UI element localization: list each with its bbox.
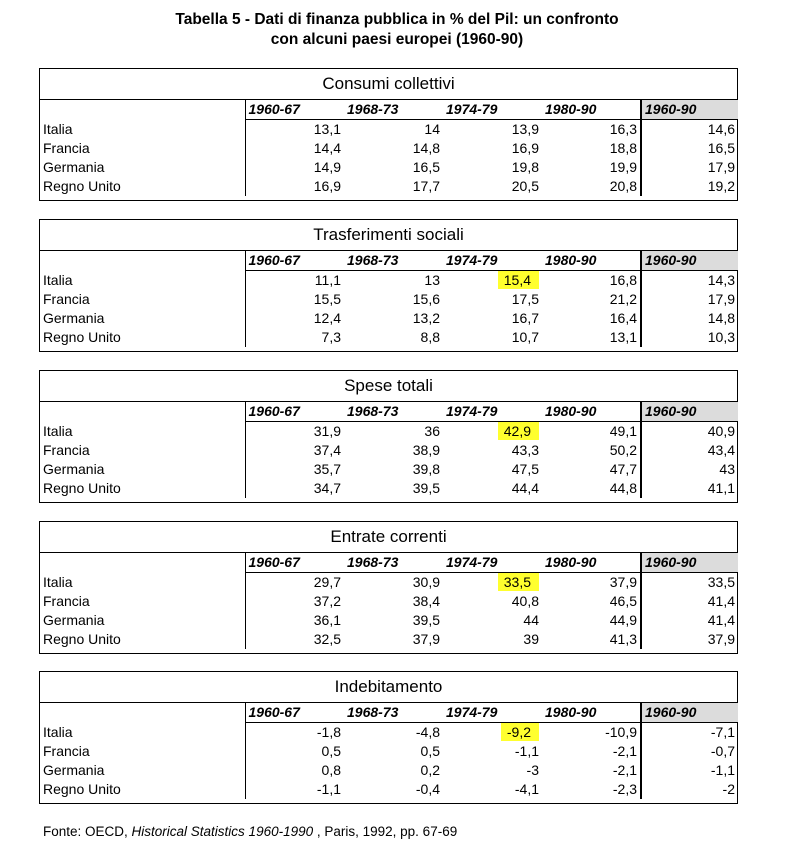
period-header: 1974-79 — [443, 100, 542, 120]
country-label: Germania — [43, 310, 105, 326]
period-header: 1968-73 — [344, 553, 443, 573]
header-row — [40, 402, 738, 422]
period-header: 1968-73 — [344, 703, 443, 723]
section-table — [40, 100, 738, 196]
value-cell: -2,3 — [542, 780, 641, 799]
table-row — [40, 309, 738, 328]
header-row — [40, 100, 738, 120]
value-cell: 0,8 — [245, 761, 344, 780]
value-cell: -2,1 — [542, 742, 641, 761]
section-2 — [39, 219, 738, 352]
period-header: 1960-90 — [641, 553, 738, 573]
value-cell: 41,3 — [542, 630, 641, 649]
country-label: Germania — [43, 159, 105, 175]
value-cell: 10,7 — [511, 329, 539, 345]
value-cell: 46,5 — [542, 592, 641, 611]
value-cell: -0,7 — [641, 742, 738, 761]
value-cell: -1,1 — [514, 743, 539, 759]
value-cell: 37,2 — [245, 592, 344, 611]
value-cell: 35,7 — [245, 460, 344, 479]
value-cell: 41,4 — [641, 592, 738, 611]
value-cell: 36 — [424, 423, 440, 439]
value-cell: 10,3 — [641, 328, 738, 347]
header-row — [40, 251, 738, 271]
value-cell: 43 — [641, 460, 738, 479]
country-label: Germania — [43, 461, 105, 477]
value-cell: 17,7 — [412, 178, 440, 194]
source-prefix: Fonte: OECD, — [43, 824, 132, 839]
header-blank — [40, 553, 245, 573]
country-label: Italia — [43, 422, 73, 439]
value-cell: 13,9 — [511, 121, 539, 137]
country-label: Italia — [43, 573, 73, 590]
table-row — [40, 177, 738, 196]
value-cell: 16,8 — [542, 271, 641, 291]
value-cell: 31,9 — [245, 422, 344, 442]
source-suffix: , Paris, 1992, pp. 67-69 — [313, 824, 458, 839]
value-cell: 33,5 — [641, 573, 738, 593]
value-cell: 30,9 — [412, 574, 440, 590]
value-cell: -1,1 — [641, 761, 738, 780]
table-row — [40, 611, 738, 630]
value-cell: 40,8 — [511, 593, 539, 609]
value-cell — [443, 573, 542, 593]
value-cell: 7,3 — [245, 328, 344, 347]
country-label: Regno Unito — [43, 329, 121, 345]
country-label: Francia — [43, 593, 90, 609]
value-cell: 13,2 — [412, 310, 440, 326]
value-cell: 39,8 — [412, 461, 440, 477]
period-header: 1974-79 — [443, 251, 542, 271]
value-cell: 32,5 — [245, 630, 344, 649]
value-cell: 47,7 — [542, 460, 641, 479]
value-cell: 39 — [523, 631, 539, 647]
value-cell: 13,1 — [245, 120, 344, 140]
value-cell: 14,3 — [641, 271, 738, 291]
table-row — [40, 723, 738, 743]
value-cell: 19,2 — [641, 177, 738, 196]
table-row — [40, 460, 738, 479]
table-row — [40, 328, 738, 347]
value-cell: 37,9 — [641, 630, 738, 649]
period-header: 1960-90 — [641, 251, 738, 271]
country-label: Francia — [43, 140, 90, 156]
value-cell: 37,9 — [412, 631, 440, 647]
section-5 — [39, 671, 738, 804]
value-cell: 8,8 — [420, 329, 440, 345]
country-label: Regno Unito — [43, 178, 121, 194]
value-cell: 38,4 — [412, 593, 440, 609]
value-cell: 36,1 — [245, 611, 344, 630]
country-label: Germania — [43, 762, 105, 778]
value-cell — [443, 422, 542, 442]
country-label: Francia — [43, 291, 90, 307]
value-cell: -7,1 — [641, 723, 738, 743]
table-row — [40, 290, 738, 309]
value-cell: -4,8 — [415, 724, 440, 740]
country-label: Regno Unito — [43, 480, 121, 496]
value-cell: 20,8 — [542, 177, 641, 196]
table-row — [40, 441, 738, 460]
value-cell: 20,5 — [511, 178, 539, 194]
value-cell: 15,6 — [412, 291, 440, 307]
value-cell: 0,5 — [420, 743, 440, 759]
value-cell: 43,3 — [511, 442, 539, 458]
value-cell: 16,5 — [412, 159, 440, 175]
section-title: Spese totali — [344, 376, 433, 395]
value-cell: -4,1 — [514, 781, 539, 797]
period-header: 1960-67 — [245, 100, 344, 120]
period-header: 1960-90 — [641, 100, 738, 120]
value-cell: 18,8 — [542, 139, 641, 158]
table-row — [40, 742, 738, 761]
table-row — [40, 630, 738, 649]
period-header: 1980-90 — [542, 100, 641, 120]
value-cell: 14,8 — [412, 140, 440, 156]
value-cell: -3 — [526, 762, 539, 778]
value-cell: 29,7 — [245, 573, 344, 593]
value-cell: 14,4 — [245, 139, 344, 158]
section-table — [40, 251, 738, 347]
period-header: 1960-67 — [245, 553, 344, 573]
period-header: 1968-73 — [344, 402, 443, 422]
country-label: Germania — [43, 612, 105, 628]
table-title-line-1: Tabella 5 - Dati di finanza pubblica in % del Pil: un confronto — [175, 11, 619, 28]
value-cell: -1,1 — [245, 780, 344, 799]
country-label: Francia — [43, 442, 90, 458]
value-cell: 44,9 — [542, 611, 641, 630]
period-header: 1960-90 — [641, 402, 738, 422]
value-cell: 44,8 — [542, 479, 641, 498]
value-cell: -2,1 — [542, 761, 641, 780]
value-cell: 41,1 — [641, 479, 738, 498]
highlighted-value: 33,5 — [498, 573, 539, 591]
value-cell: 44 — [523, 612, 539, 628]
value-cell: 34,7 — [245, 479, 344, 498]
table-row — [40, 120, 738, 140]
section-1 — [39, 68, 738, 201]
value-cell: 49,1 — [542, 422, 641, 442]
value-cell: 12,4 — [245, 309, 344, 328]
value-cell: 19,9 — [542, 158, 641, 177]
period-header: 1960-67 — [245, 251, 344, 271]
header-blank — [40, 251, 245, 271]
value-cell: 14,8 — [641, 309, 738, 328]
value-cell: 11,1 — [245, 271, 344, 291]
value-cell: 40,9 — [641, 422, 738, 442]
value-cell: 16,7 — [511, 310, 539, 326]
table-row — [40, 761, 738, 780]
value-cell: 16,3 — [542, 120, 641, 140]
period-header: 1968-73 — [344, 100, 443, 120]
table-row — [40, 422, 738, 442]
value-cell: 39,5 — [412, 612, 440, 628]
period-header: 1960-90 — [641, 703, 738, 723]
value-cell: 41,4 — [641, 611, 738, 630]
value-cell: 16,9 — [511, 140, 539, 156]
header-row — [40, 553, 738, 573]
period-header: 1974-79 — [443, 553, 542, 573]
value-cell: 37,4 — [245, 441, 344, 460]
highlighted-value: 15,4 — [498, 271, 539, 289]
header-blank — [40, 703, 245, 723]
period-header: 1960-67 — [245, 703, 344, 723]
value-cell: 37,9 — [542, 573, 641, 593]
highlighted-value: 42,9 — [498, 422, 539, 440]
value-cell: 38,9 — [412, 442, 440, 458]
value-cell: 0,2 — [420, 762, 440, 778]
table-title-line-2: con alcuni paesi europei (1960-90) — [270, 31, 524, 48]
period-header: 1980-90 — [542, 251, 641, 271]
header-blank — [40, 402, 245, 422]
value-cell: 43,4 — [641, 441, 738, 460]
table-row — [40, 780, 738, 799]
section-title: Entrate correnti — [330, 527, 447, 546]
section-table — [40, 402, 738, 498]
period-header: 1980-90 — [542, 402, 641, 422]
section-3 — [39, 370, 738, 503]
value-cell: -10,9 — [542, 723, 641, 743]
section-4 — [39, 521, 738, 654]
value-cell: 16,5 — [641, 139, 738, 158]
country-label: Regno Unito — [43, 781, 121, 797]
country-label: Regno Unito — [43, 631, 121, 647]
value-cell: 39,5 — [412, 480, 440, 496]
value-cell: 17,9 — [641, 158, 738, 177]
value-cell: 0,5 — [245, 742, 344, 761]
period-header: 1960-67 — [245, 402, 344, 422]
value-cell: 16,4 — [542, 309, 641, 328]
period-header: 1974-79 — [443, 703, 542, 723]
country-label: Italia — [43, 271, 73, 288]
value-cell: 13 — [424, 272, 440, 288]
section-title: Indebitamento — [334, 677, 443, 696]
value-cell: 14,9 — [245, 158, 344, 177]
value-cell: 16,9 — [245, 177, 344, 196]
section-title: Trasferimenti sociali — [313, 225, 464, 244]
period-header: 1974-79 — [443, 402, 542, 422]
header-blank — [40, 100, 245, 120]
value-cell: 14,6 — [641, 120, 738, 140]
value-cell: 14 — [424, 121, 440, 137]
source-title: Historical Statistics 1960-1990 — [131, 824, 314, 839]
country-label: Francia — [43, 743, 90, 759]
value-cell: 17,5 — [511, 291, 539, 307]
value-cell: 50,2 — [542, 441, 641, 460]
value-cell: -1,8 — [245, 723, 344, 743]
value-cell — [443, 271, 542, 291]
highlighted-value: -9,2 — [501, 723, 539, 741]
table-row — [40, 592, 738, 611]
country-label: Italia — [43, 120, 73, 137]
value-cell: 19,8 — [511, 159, 539, 175]
section-table — [40, 703, 738, 799]
value-cell: 47,5 — [511, 461, 539, 477]
period-header: 1980-90 — [542, 703, 641, 723]
table-title — [0, 10, 794, 50]
period-header: 1980-90 — [542, 553, 641, 573]
value-cell: -0,4 — [415, 781, 440, 797]
value-cell: 21,2 — [542, 290, 641, 309]
value-cell: 15,5 — [245, 290, 344, 309]
table-row — [40, 139, 738, 158]
section-table — [40, 553, 738, 649]
value-cell — [443, 723, 542, 743]
value-cell: 17,9 — [641, 290, 738, 309]
table-row — [40, 158, 738, 177]
section-title: Consumi collettivi — [322, 74, 455, 93]
value-cell: -2 — [641, 780, 738, 799]
table-row — [40, 479, 738, 498]
value-cell: 44,4 — [511, 480, 539, 496]
country-label: Italia — [43, 723, 73, 740]
table-row — [40, 573, 738, 593]
period-header: 1968-73 — [344, 251, 443, 271]
table-row — [40, 271, 738, 291]
header-row — [40, 703, 738, 723]
value-cell: 13,1 — [542, 328, 641, 347]
source-note — [43, 823, 457, 841]
